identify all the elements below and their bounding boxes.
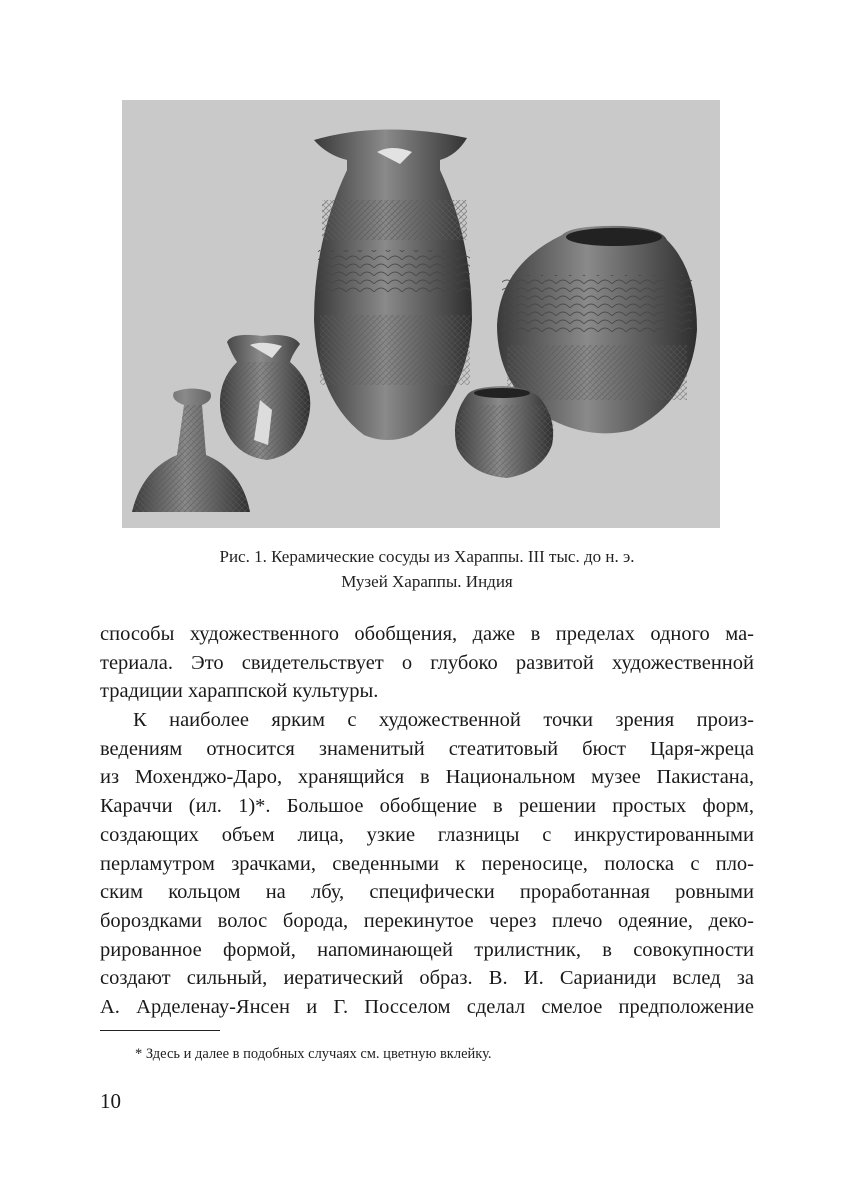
footnote: * Здесь и далее в подобных случаях см. цветную вклейку. (135, 1046, 492, 1062)
page-number: 10 (100, 1089, 121, 1113)
paragraph-line: А. Арделенау-Янсен и Г. Посселом сделал смелое предположение (100, 995, 754, 1018)
figure-caption-line-2: Музей Хараппы. Индия (341, 572, 513, 591)
body-text (100, 620, 754, 1022)
paragraph-line: перламутром зрачками, сведенными к переносице, полоска с пло- (100, 852, 754, 875)
pottery-photo (122, 100, 720, 528)
paragraph-line: ведениям относится знаменитый стеатитовый бюст Царя-жреца (100, 737, 754, 760)
paragraph-line: рированное формой, напоминающей трилистник, в совокупности (100, 938, 754, 961)
paragraph-line: создают сильный, иератический образ. В. И. Сарианиди вслед за (100, 967, 754, 990)
paragraph-line: традиции хараппской культуры. (100, 680, 379, 703)
paragraph-line: К наиболее ярким с художественной точки зрения произ- (133, 709, 754, 732)
paragraph-line: способы художественного обобщения, даже в пределах одного ма- (100, 623, 754, 645)
paragraph-line: ским кольцом на лбу, специфически проработанная ровными (100, 881, 754, 904)
figure-caption-line-1: Рис. 1. Керамические сосуды из Хараппы. III тыс. до н. э. (219, 547, 635, 566)
paragraph-line: Караччи (ил. 1)*. Большое обобщение в решении простых форм, (100, 795, 754, 818)
figure-image (122, 100, 720, 528)
paragraph-line: создающих объем лица, узкие глазницы с инкрустированными (100, 823, 754, 846)
footnote-divider (100, 1030, 220, 1031)
paragraph-line: из Мохенджо-Даро, хранящийся в Национальном музее Пакистана, (100, 766, 754, 789)
paragraph-line: териала. Это свидетельствует о глубоко развитой художественной (100, 651, 754, 674)
small-round-pot (455, 386, 554, 478)
paragraph-line: бороздками волос борода, перекинутое через плечо одеяние, деко- (100, 909, 754, 932)
